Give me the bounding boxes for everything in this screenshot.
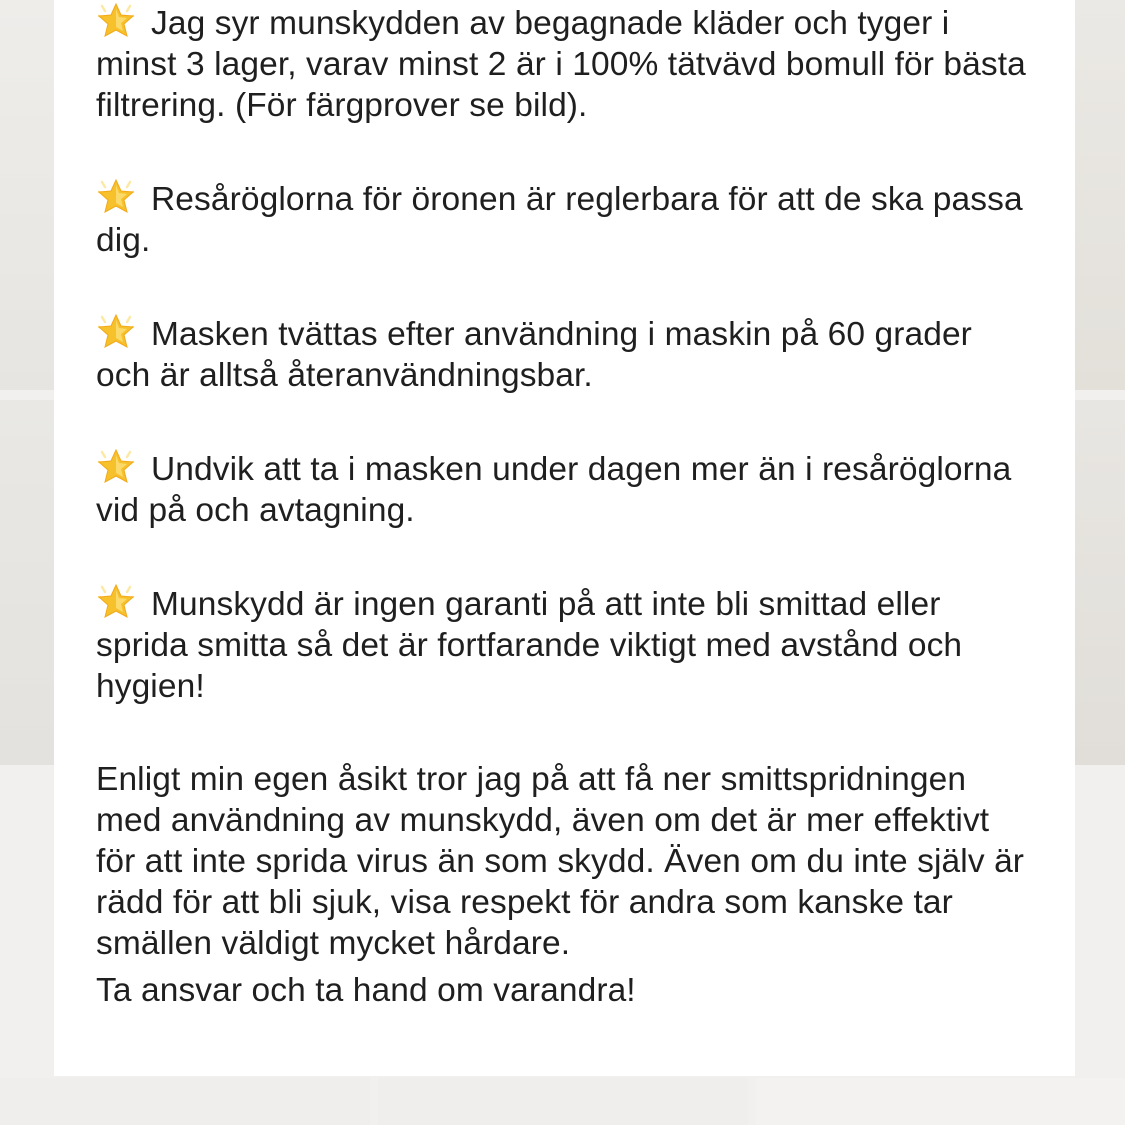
bullet-text: Jag syr munskydden av begagnade kläder och tyger i minst 3 lager, varav minst 2 är i 100% tätvävd bomull för bästa filtrering. (För färgprover se bild).	[96, 5, 1026, 124]
background-image-tile	[756, 1078, 1125, 1125]
background-image-tile	[0, 0, 54, 390]
background-image-tile	[1073, 400, 1125, 765]
star-icon	[96, 2, 136, 38]
bullet-item	[96, 313, 1035, 396]
bullet-text: Munskydd är ingen garanti på att inte bli smittad eller sprida smitta så det är fortfarande viktigt med avstånd och hygien!	[96, 586, 963, 705]
background-image-tile	[0, 400, 54, 765]
post-text-card	[54, 0, 1075, 1076]
closing-paragraph: Enligt min egen åsikt tror jag på att få ner smittspridningen med användning av munskydd, även om det är mer effektivt för att inte sprida virus än som skydd. Även om du inte själv är rädd för att bli sjuk, visa respekt för andra som kanske tar smällen väldigt mycket hårdare.	[96, 761, 1025, 962]
star-icon	[96, 448, 136, 484]
star-icon	[96, 313, 136, 349]
post-body	[96, 0, 1035, 1011]
star-icon	[96, 178, 136, 214]
star-icon	[96, 583, 136, 619]
bullet-text: Resåröglorna för öronen är reglerbara för att de ska passa dig.	[96, 181, 1023, 259]
bullet-text: Masken tvättas efter användning i maskin på 60 grader och är alltså återanvändningsbar.	[96, 316, 972, 394]
bullet-item	[96, 583, 1035, 707]
background-image-tile	[0, 1078, 370, 1125]
bullet-item	[96, 448, 1035, 531]
bullet-text: Undvik att ta i masken under dagen mer än i resåröglorna vid på och avtagning.	[96, 451, 1012, 529]
bullet-item	[96, 0, 1035, 126]
final-line: Ta ansvar och ta hand om varandra!	[96, 972, 636, 1009]
background-image-tile	[1073, 0, 1125, 390]
bullet-item	[96, 178, 1035, 261]
background-image-tile	[378, 1078, 748, 1125]
